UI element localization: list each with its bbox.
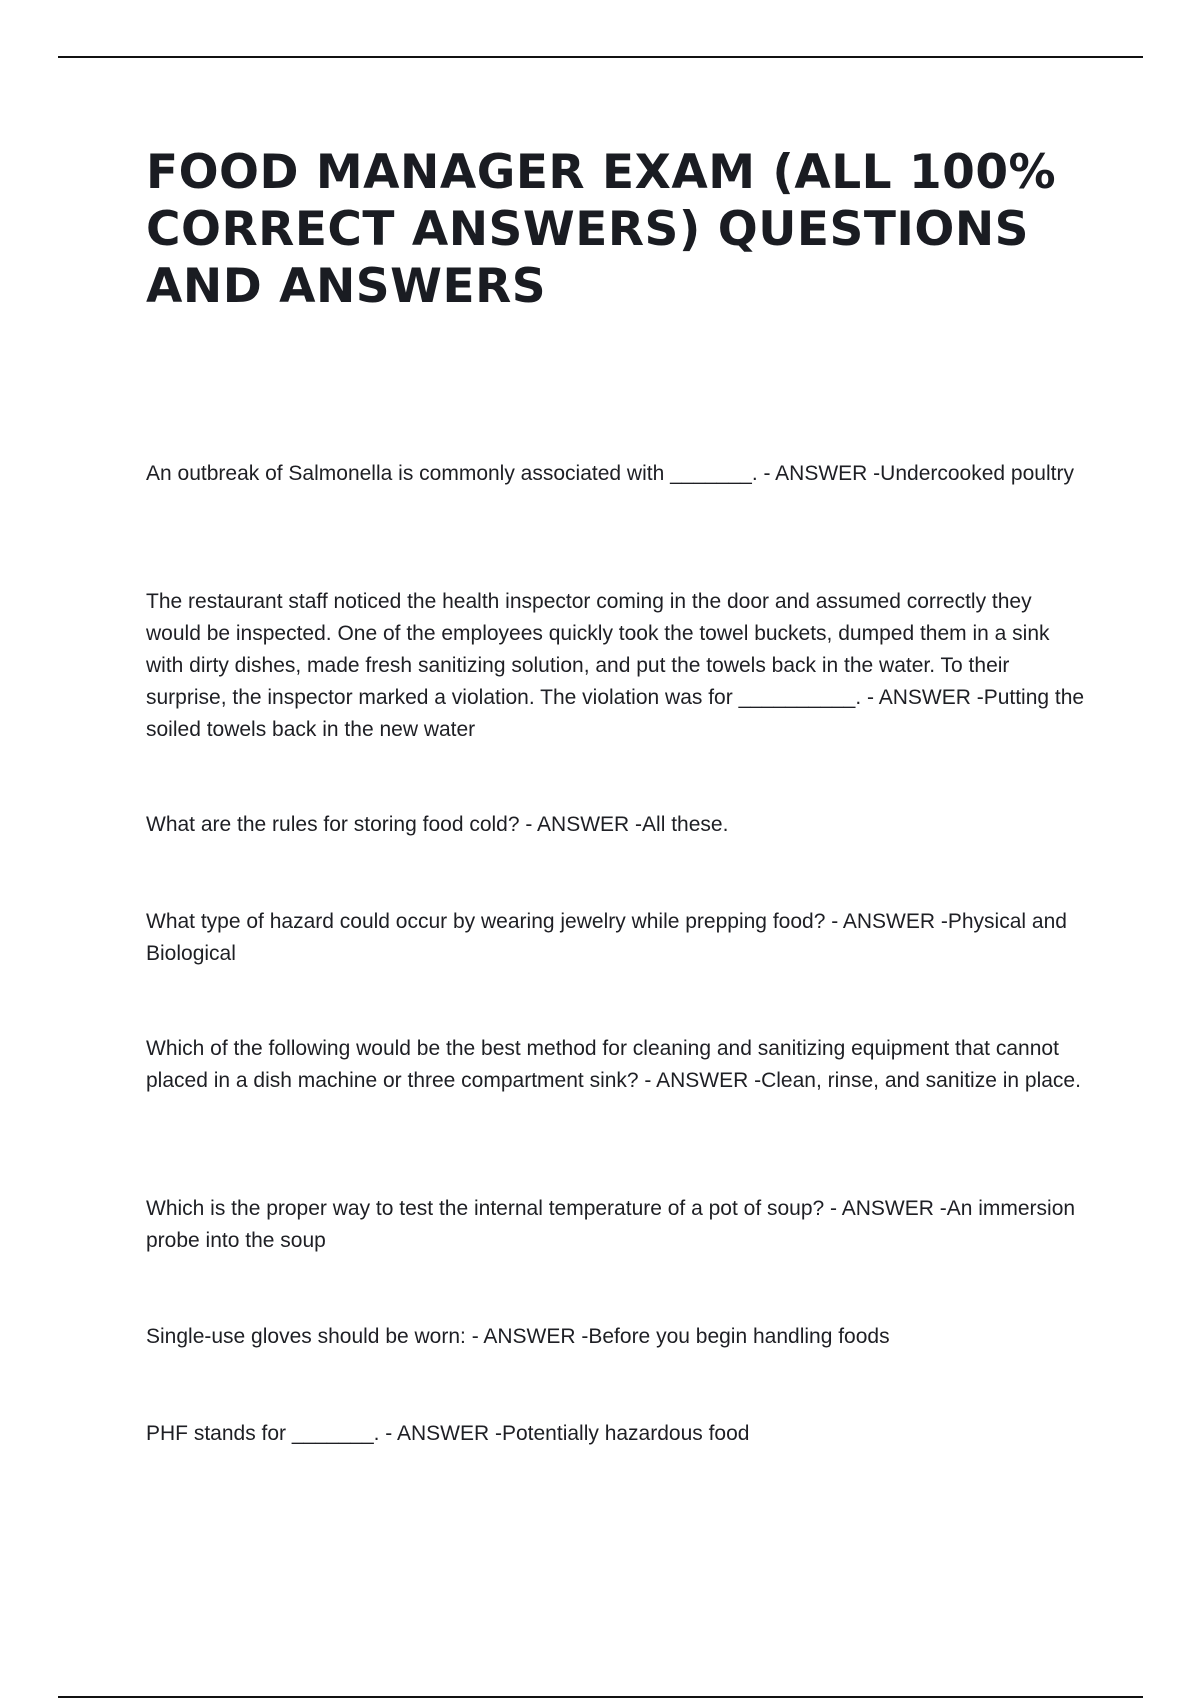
qa-item-3: What are the rules for storing food cold? - ANSWER -All these. xyxy=(146,813,729,836)
qa-item-7: Single-use gloves should be worn: - ANSWER -Before you begin handling foods xyxy=(146,1325,890,1348)
qa-item-6: Which is the proper way to test the internal temperature of a pot of soup? - ANSWER -An immersion probe into the soup xyxy=(146,1197,1076,1252)
qa-item-2: The restaurant staff noticed the health inspector coming in the door and assumed correctly they would be inspected. One of the employees quickly took the towel buckets, dumped them in a sink with dirty dishes, made fresh sanitizing solution, and put the towels back in the water. To their surprise, the inspector marked a violation. The violation was for __________. - ANSWER -Putting the soiled towels back in the new water xyxy=(146,590,1085,741)
document-title: FOOD MANAGER EXAM (ALL 100% CORRECT ANSWERS) QUESTIONS AND ANSWERS xyxy=(146,145,1057,314)
qa-item-8: PHF stands for _______. - ANSWER -Potentially hazardous food xyxy=(146,1422,750,1445)
qa-item-4: What type of hazard could occur by wearing jewelry while prepping food? - ANSWER -Physical and Biological xyxy=(146,910,1067,965)
qa-item-5: Which of the following would be the best method for cleaning and sanitizing equipment that cannot placed in a dish machine or three compartment sink? - ANSWER -Clean, rinse, and sanitize in place. xyxy=(146,1037,1081,1092)
top-divider xyxy=(58,56,1143,58)
qa-item-1: An outbreak of Salmonella is commonly associated with _______. - ANSWER -Undercooked poultry xyxy=(146,462,1074,485)
bottom-divider xyxy=(58,1696,1143,1698)
